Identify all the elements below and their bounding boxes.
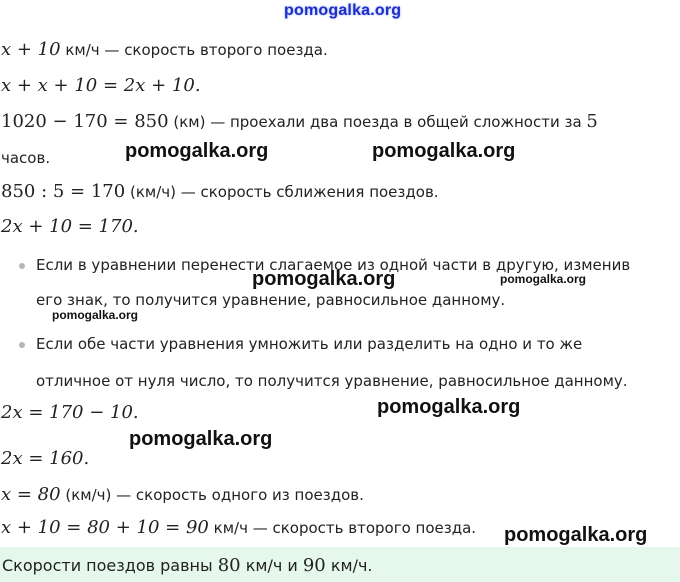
rule-1-line-1: Если в уравнении перенести слагаемое из одной части в другую, изменив (36, 256, 631, 274)
rule-2-line-1: Если обе части уравнения умножить или разделить на одно и то же (36, 335, 583, 353)
solution-line-10 (1, 518, 476, 538)
solution-line-4 (1, 148, 50, 168)
watermark: pomogalka.org (500, 272, 587, 286)
solution-line-2 (1, 76, 201, 96)
math-expression: 1020 − 170 = 850 (1, 111, 169, 132)
rule-2-line-2: отличное от нуля число, то получится уравнение, равносильное данному. (36, 372, 628, 390)
line-text: (км) — проехали два поезда в общей сложности за (168, 113, 587, 131)
line-text: км/ч — скорость второго поезда. (208, 519, 477, 537)
line-text: часов. (1, 149, 51, 167)
solution-line-6 (1, 217, 139, 237)
watermark: pomogalka.org (252, 268, 396, 290)
site-watermark-header: pomogalka.org (284, 2, 402, 19)
line-text: (км/ч) — скорость сближения поездов. (125, 183, 439, 201)
math-expression: x + x + 10 = 2x + 10. (1, 75, 201, 96)
solution-line-8 (1, 449, 89, 469)
watermark: pomogalka.org (377, 396, 521, 418)
answer-box (0, 547, 680, 582)
solution-line-3 (1, 112, 598, 132)
math-expression: 850 : 5 = 170 (1, 181, 126, 202)
math-expression: x = 80 (1, 484, 61, 505)
watermark: pomogalka.org (129, 428, 273, 450)
line-text: км/ч — скорость второго поезда. (60, 41, 328, 59)
answer-number: 80 (217, 555, 241, 576)
watermark: pomogalka.org (504, 524, 648, 546)
solution-line-7 (1, 403, 139, 423)
answer-part: Скорости поездов равны (2, 556, 218, 575)
solution-line-9 (1, 485, 364, 505)
math-expression: 5 (586, 111, 598, 132)
bullet-dot (19, 263, 25, 269)
solution-line-5 (1, 182, 439, 202)
math-expression: 2x = 160. (1, 448, 90, 469)
answer-text (2, 555, 373, 576)
line-text: (км/ч) — скорость одного из поездов. (60, 486, 364, 504)
bullet-dot (19, 342, 25, 348)
math-expression: x + 10 (1, 39, 61, 60)
answer-number: 90 (302, 555, 326, 576)
watermark: pomogalka.org (52, 308, 139, 322)
rule-1-line-2: его знак, то получится уравнение, равносильное данному. (36, 291, 506, 309)
solution-line-1 (1, 40, 328, 60)
watermark: pomogalka.org (125, 140, 269, 162)
math-expression: 2x + 10 = 170. (1, 216, 139, 237)
math-expression: x + 10 = 80 + 10 = 90 (1, 517, 209, 538)
answer-part: км/ч. (325, 556, 373, 575)
watermark: pomogalka.org (372, 140, 516, 162)
answer-part: км/ч и (240, 556, 303, 575)
math-expression: 2x = 170 − 10. (1, 402, 139, 423)
